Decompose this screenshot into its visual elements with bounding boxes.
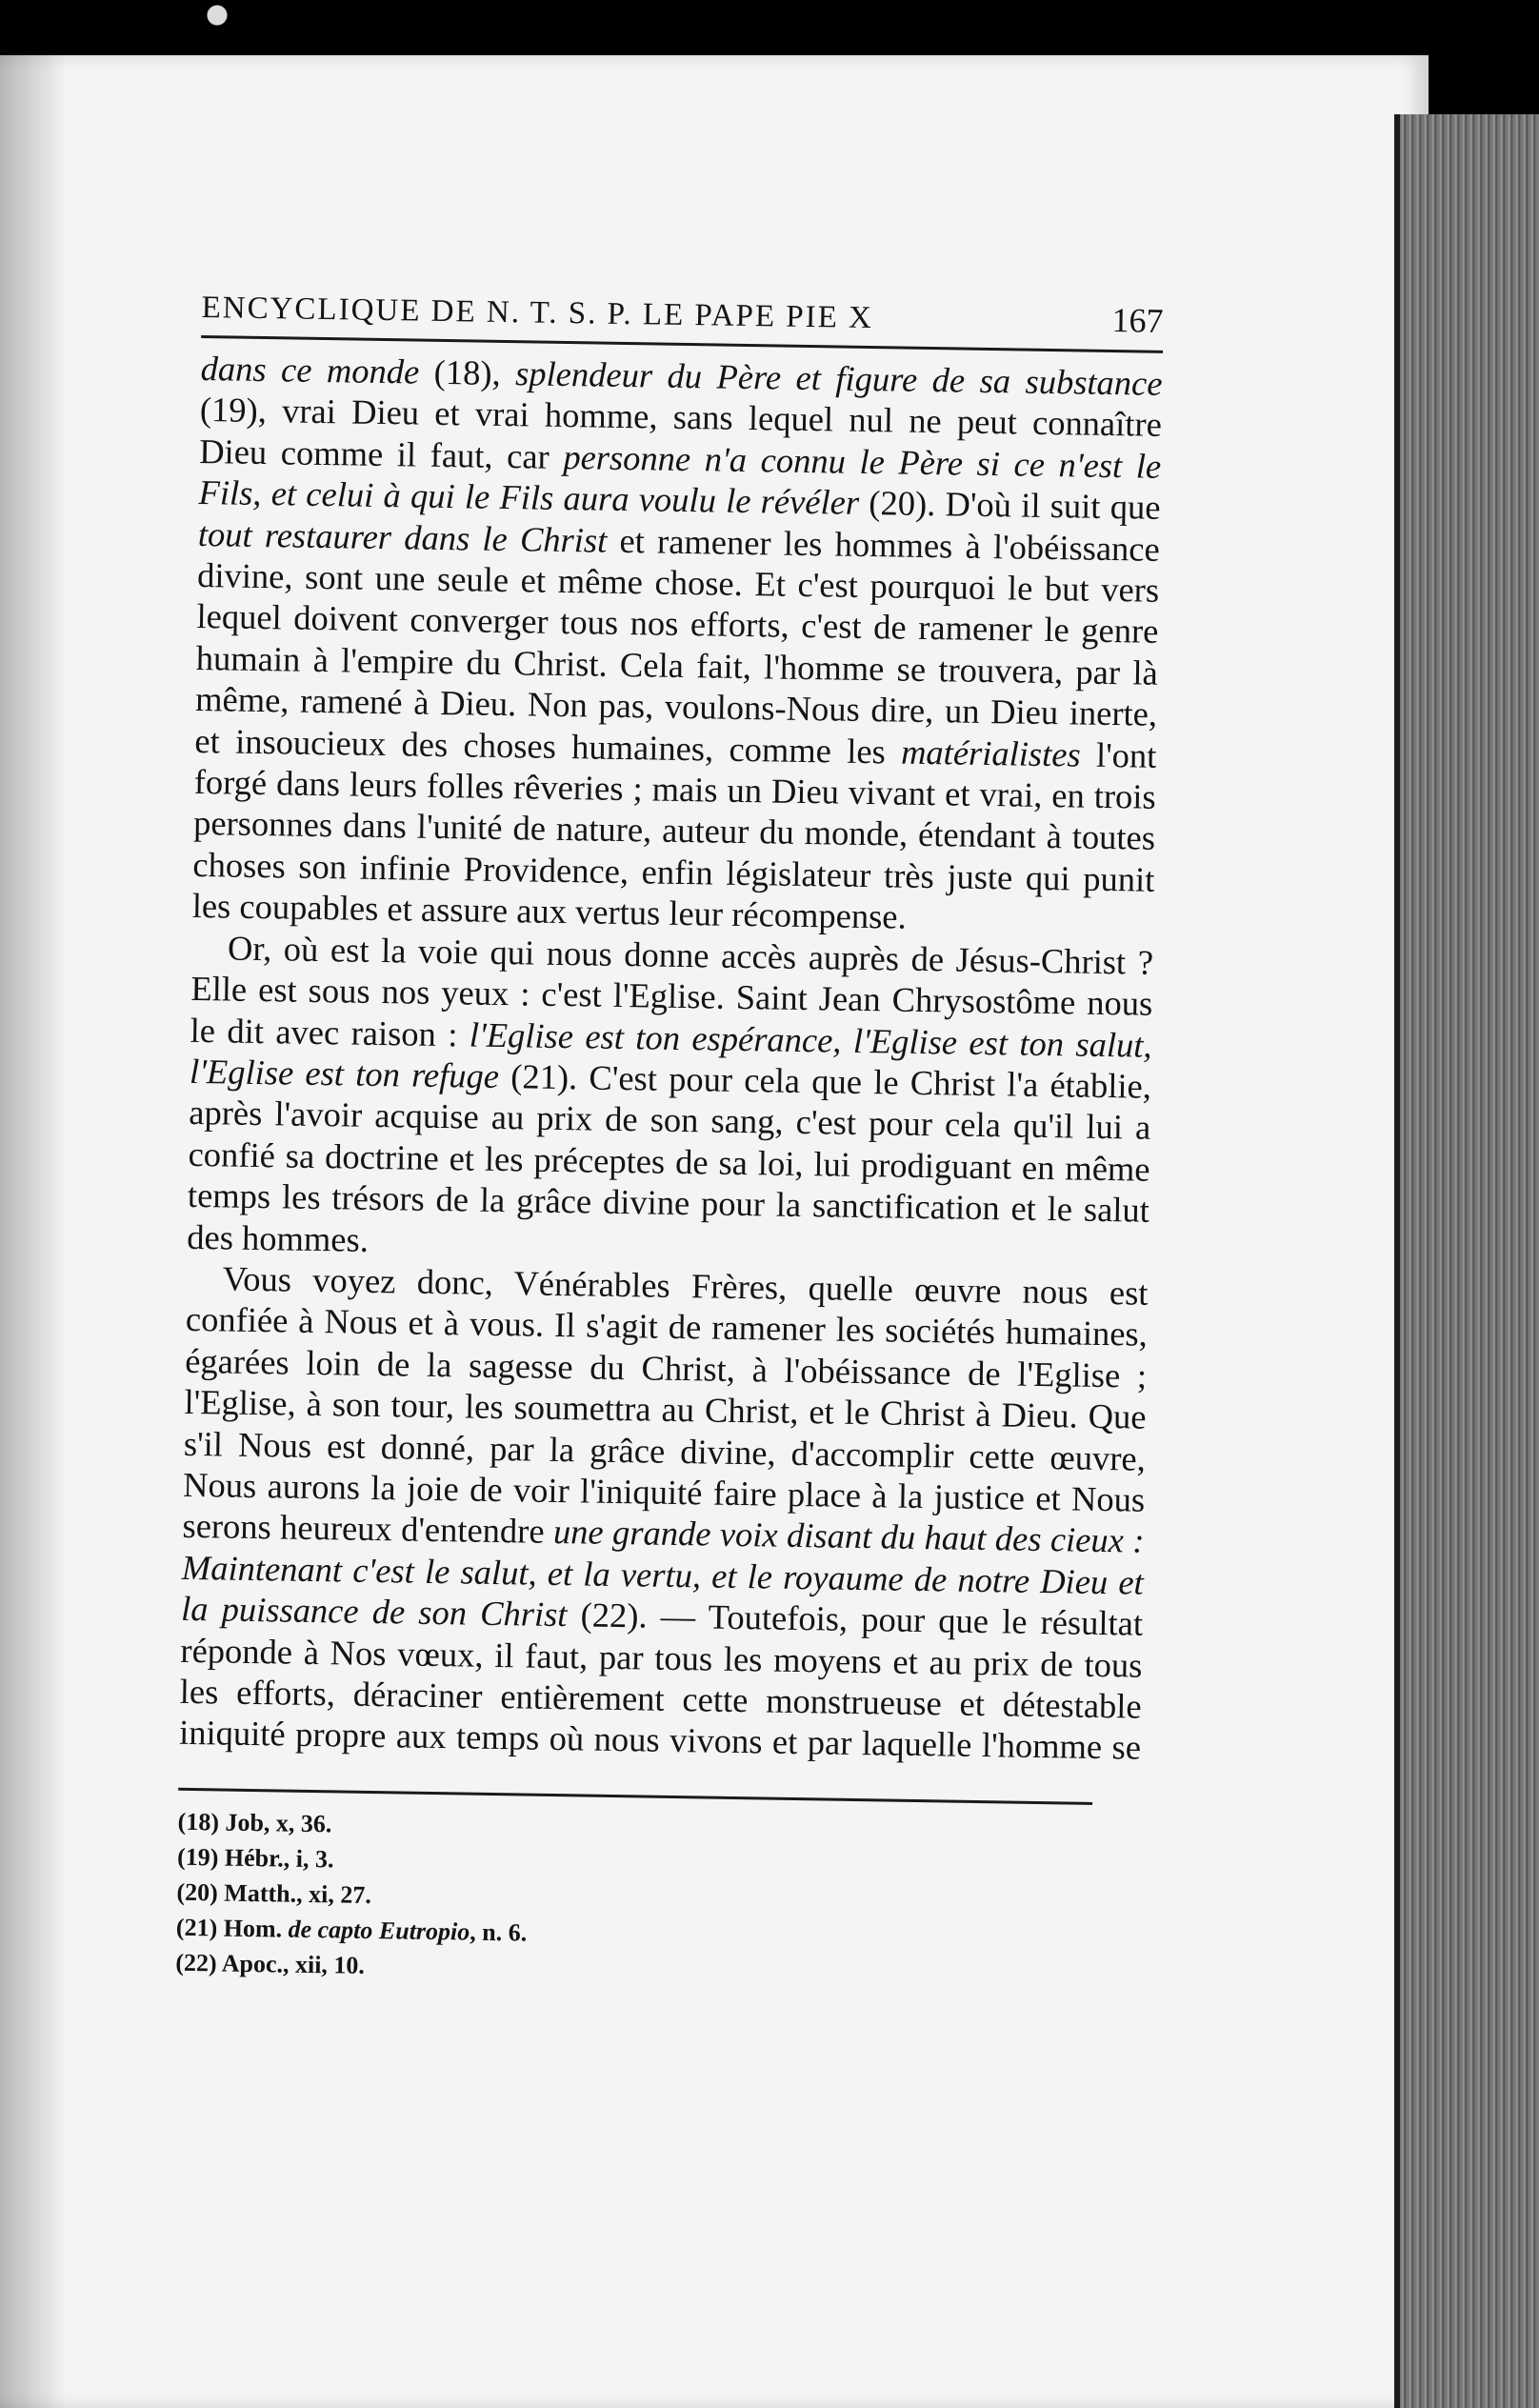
- text-run: (19) Hébr., i, 3.: [176, 1842, 334, 1874]
- italic-text: de capto Eutropio: [288, 1915, 470, 1946]
- text-run: et ramener les hommes à l'obéissance divine, sont une seule et même chose. Et c'est pourquoi le but vers lequel doivent converger tous nos efforts, c'est de ramener le genre humain à l'empire du Christ. Cela fait, l'homme se trouvera, par là même, ramené à Dieu. Non pas, voulons-Nous dire, un Dieu inerte, et insoucieux des choses humaines, comme les: [194, 520, 1161, 772]
- text-run: l'ont forgé dans leurs folles rêveries ; mais un Dieu vivant et vrai, en trois personnes dans l'unité de nature, auteur du monde, étendant à toutes choses son infinie Providence, enfin législateur très juste qui punit les coupables et assure aux vertus leur récompense.: [191, 734, 1157, 936]
- running-head-title: ENCYCLIQUE DE N. T. S. P. LE PAPE PIE X: [201, 290, 874, 336]
- italic-text: l'Eglise est ton espérance, l'Eglise est ton salut, l'Eglise est ton refuge: [189, 1014, 1152, 1095]
- text-run: Or, où est la voie qui nous donne accès auprès de Jésus-Christ ? Elle est sous nos yeux : c'est l'Eglise. Saint Jean Chrysostôme nous le dit avec raison :: [190, 928, 1154, 1054]
- page-text-block: [175, 286, 1164, 1995]
- paragraph: [179, 1257, 1149, 1769]
- text-run: (19), vrai Dieu et vrai homme, sans lequel nul ne peut connaître Dieu comme il faut, car: [198, 390, 1163, 476]
- text-run: (18),: [418, 351, 516, 393]
- footnotes: [175, 1804, 1140, 1996]
- italic-text: une grande voix disant du haut des cieux : Maintenant c'est le salut, et la vertu, et le royaume de notre Dieu et la puissance de son Christ: [180, 1512, 1145, 1635]
- text-run: (22). — Toutefois, pour que le résultat réponde à Nos vœux, il faut, par tous les moyens et au prix de tous les efforts, déraciner entièrement cette monstrueuse et détestable iniquité propre aux temps où nous vivons et par laquelle l'homme se: [178, 1595, 1144, 1768]
- italic-text: splendeur du Père et figure de sa substance: [514, 353, 1163, 403]
- page-shadow: [0, 55, 67, 2408]
- text-run: Vous voyez donc, Vénérables Frères, quelle œuvre nous est confiée à Nous et à vous. Il s'agit de ramener les sociétés humaines, égarées loin de la sagesse du Christ, à l'obéissance de l'Eglise ; l'Eglise, à son tour, les soumettra au Christ, et le Christ à Dieu. Que s'il Nous est donné, par la grâce divine, d'accomplir cette œuvre, Nous aurons la joie de voir l'iniquité faire place à la justice et Nous serons heureux d'entendre: [182, 1258, 1149, 1552]
- text-run: , n. 6.: [470, 1917, 528, 1947]
- text-run: (21). C'est pour cela que le Christ l'a établie, après l'avoir acquise au prix de son sang, c'est pour cela qu'il lui a confié sa doctrine et les préceptes de sa loi, lui prodiguant en même temps les trésors de la grâce divine pour la sanctification et le salut des hommes.: [187, 1055, 1152, 1259]
- italic-text: matérialistes: [900, 732, 1082, 774]
- text-run: (18) Job, x, 36.: [177, 1807, 332, 1838]
- footnote-rule: [178, 1788, 1092, 1805]
- text-run: (22) Apoc., xii, 10.: [175, 1948, 366, 1979]
- italic-text: dans ce monde: [200, 348, 420, 391]
- scan-artifact: [200, 0, 257, 38]
- body-text: [179, 348, 1163, 1768]
- italic-text: tout restaurer dans le Christ: [197, 513, 608, 560]
- paragraph: [191, 348, 1162, 941]
- text-run: (20). D'où il suit que: [858, 483, 1161, 528]
- page-number: 167: [1111, 301, 1164, 340]
- paragraph: [187, 927, 1153, 1273]
- book-page-edges: [1394, 114, 1539, 2408]
- text-run: (20) Matth., xi, 27.: [176, 1877, 372, 1909]
- text-run: (21) Hom.: [175, 1913, 289, 1943]
- italic-text: personne n'a connu le Père si ce n'est le Fils, et celui à qui le Fils aura voulu le révéler: [198, 436, 1162, 523]
